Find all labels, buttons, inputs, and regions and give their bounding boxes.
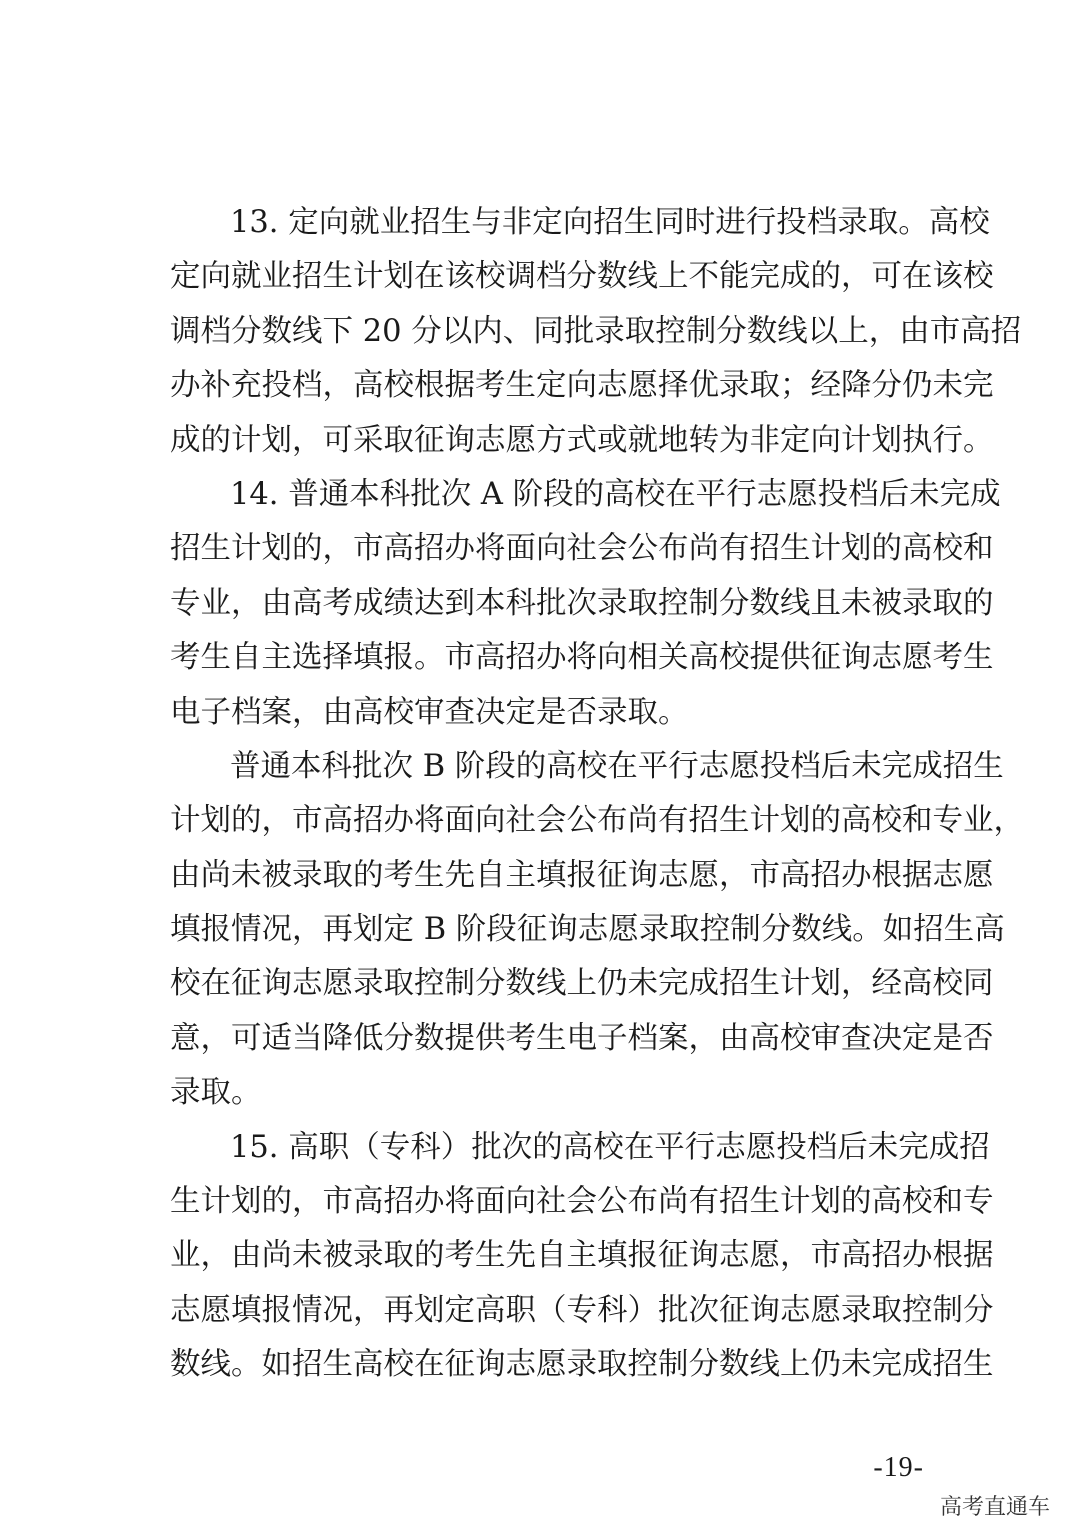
text-line: 由尚未被录取的考生先自主填报征询志愿，市高招办根据志愿 [170, 857, 994, 893]
text-line: 填报情况，再划定 B 阶段征询志愿录取控制分数线。如招生高 [170, 912, 1005, 948]
watermark: 高考直通车 [939, 1495, 1050, 1520]
text-line: 生计划的，市高招办将面向社会公布尚有招生计划的高校和专 [170, 1184, 994, 1220]
page-number: -19- [873, 1452, 924, 1483]
text-line: 数线。如招生高校在征询志愿录取控制分数线上仍未完成招生 [170, 1347, 994, 1383]
text-line: 电子档案，由高校审查决定是否录取。 [170, 694, 689, 730]
text-line: 14. 普通本科批次 A 阶段的高校在平行志愿投档后未完成 [230, 476, 1001, 512]
body-text [170, 196, 1024, 1393]
text-line: 成的计划，可采取征询志愿方式或就地转为非定向计划执行。 [170, 422, 994, 458]
text-line: 定向就业招生计划在该校调档分数线上不能完成的，可在该校 [170, 259, 994, 295]
text-line: 专业，由高考成绩达到本科批次录取控制分数线且未被录取的 [170, 585, 994, 621]
text-line: 志愿填报情况，再划定高职（专科）批次征询志愿录取控制分 [170, 1292, 994, 1328]
text-line: 业，由尚未被录取的考生先自主填报征询志愿，市高招办根据 [170, 1238, 994, 1274]
text-line: 校在征询志愿录取控制分数线上仍未完成招生计划，经高校同 [170, 966, 994, 1002]
text-line: 调档分数线下 20 分以内、同批录取控制分数线以上，由市高招 [170, 313, 1022, 349]
text-line: 13. 定向就业招生与非定向招生同时进行投档录取。高校 [230, 205, 990, 240]
text-line: 招生计划的，市高招办将面向社会公布尚有招生计划的高校和 [170, 531, 994, 567]
text-line: 考生自主选择填报。市高招办将向相关高校提供征询志愿考生 [170, 640, 994, 676]
text-line: 意，可适当降低分数提供考生电子档案，由高校审查决定是否 [170, 1020, 994, 1056]
text-line: 普通本科批次 B 阶段的高校在平行志愿投档后未完成招生 [230, 748, 1004, 784]
text-line: 计划的，市高招办将面向社会公布尚有招生计划的高校和专业， [170, 803, 1024, 839]
text-line: 录取。 [170, 1075, 262, 1111]
text-line: 办补充投档，高校根据考生定向志愿择优录取；经降分仍未完 [170, 368, 994, 404]
text-line: 15. 高职（专科）批次的高校在平行志愿投档后未完成招 [230, 1129, 990, 1165]
